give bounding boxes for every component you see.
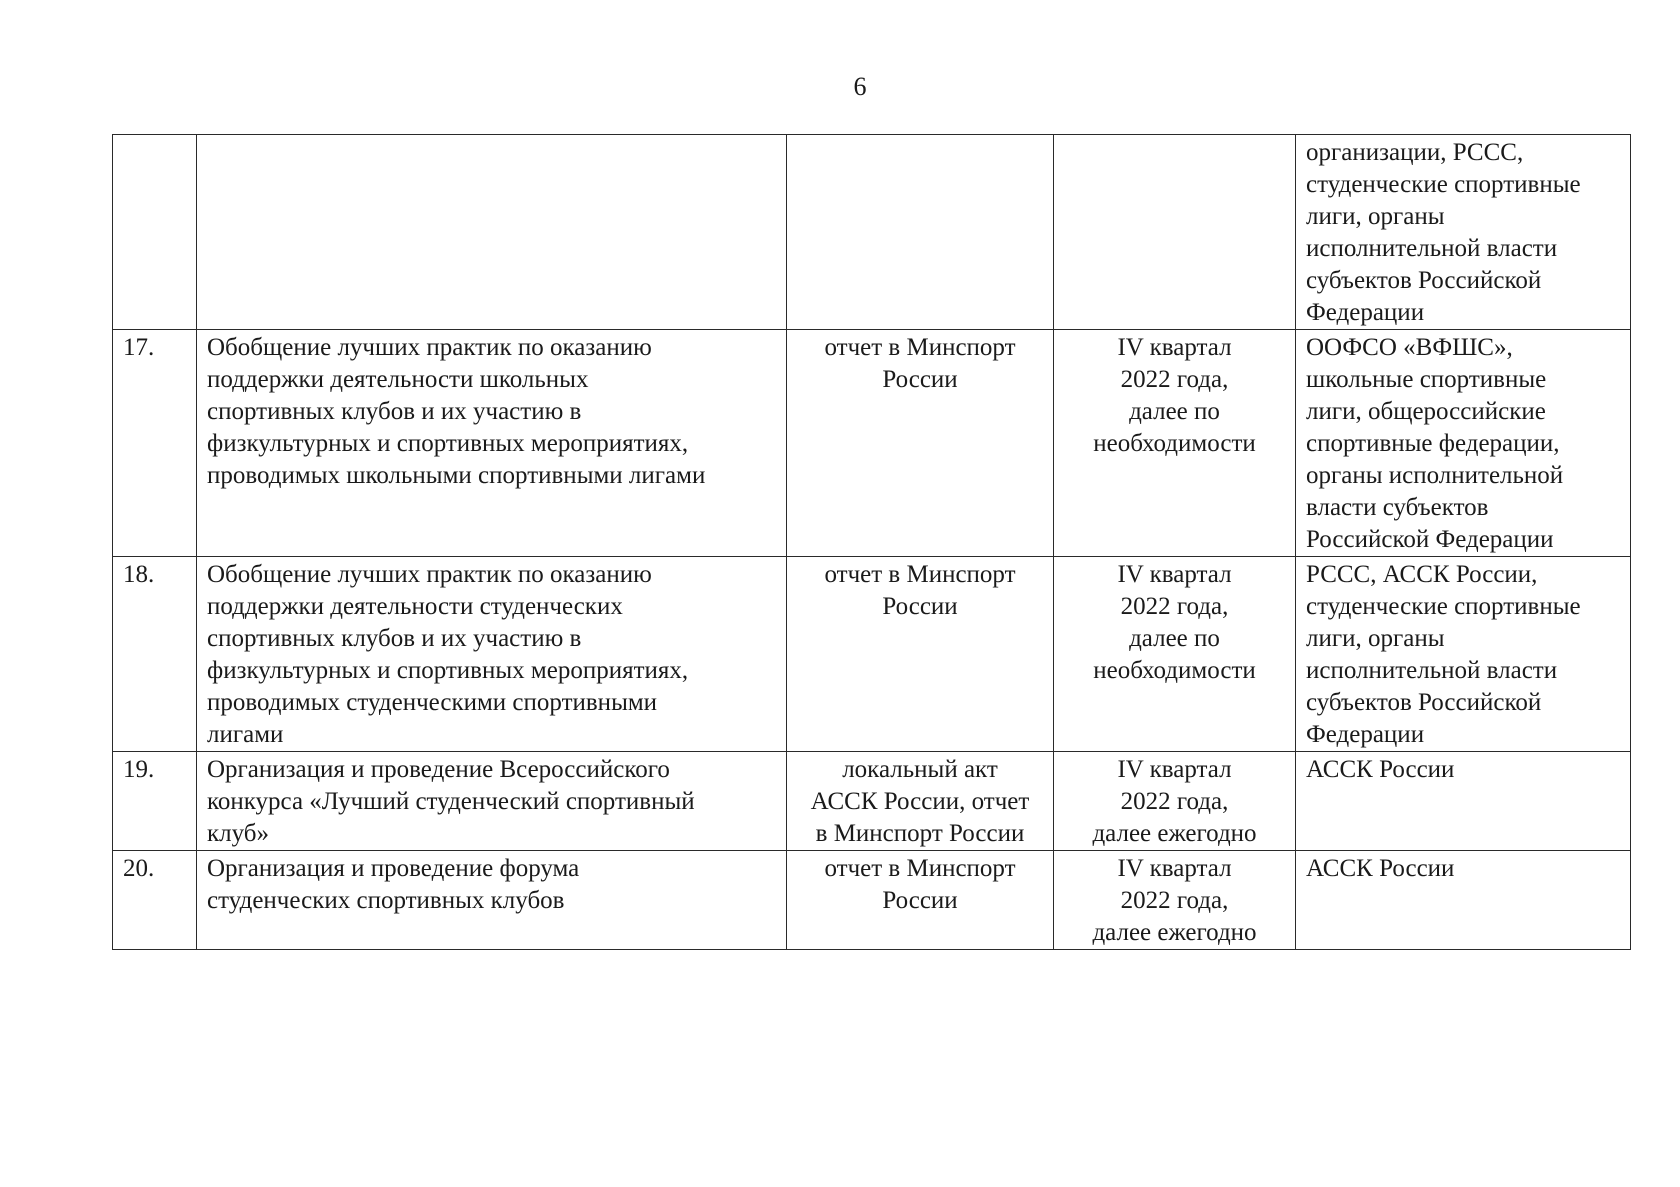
deadline-cell	[1054, 330, 1296, 557]
row-number-cell	[113, 851, 197, 950]
responsible-cell	[1296, 851, 1631, 950]
cell-text-line: АССК России	[1306, 855, 1455, 882]
cell-text-line: 2022 года,	[1120, 366, 1229, 393]
cell-text-line: Российской Федерации	[1306, 526, 1554, 553]
cell-text-line: студенческие спортивные	[1306, 593, 1581, 620]
page-number: 6	[853, 72, 867, 101]
cell-text-line: Организация и проведение Всероссийского	[207, 756, 670, 783]
table-row	[113, 330, 1631, 557]
responsible-cell	[1296, 557, 1631, 752]
result-type-cell	[787, 135, 1054, 330]
cell-text-line: далее ежегодно	[1092, 820, 1257, 847]
deadline-cell	[1054, 135, 1296, 330]
cell-text-line: лигами	[207, 721, 284, 748]
cell-text-line: 2022 года,	[1120, 593, 1229, 620]
row-number-cell	[113, 330, 197, 557]
cell-text-line: власти субъектов	[1306, 494, 1489, 521]
cell-text-line: проводимых школьными спортивными лигами	[207, 462, 706, 489]
cell-text-line: клуб»	[207, 820, 270, 847]
deadline-cell	[1054, 557, 1296, 752]
cell-text-line: далее по	[1129, 625, 1220, 652]
cell-text-line: спортивных клубов и их участию в	[207, 398, 582, 425]
result-type-cell	[787, 752, 1054, 851]
cell-text-line: России	[882, 366, 958, 393]
cell-text-line: исполнительной власти	[1306, 235, 1558, 262]
cell-text-line: 2022 года,	[1120, 788, 1229, 815]
cell-text-line: спортивные федерации,	[1306, 430, 1560, 457]
activity-name-cell	[197, 851, 787, 950]
cell-text-line: школьные спортивные	[1306, 366, 1547, 393]
cell-text-line: IV квартал	[1117, 855, 1232, 882]
table-row	[113, 557, 1631, 752]
cell-text-line: ООФСО «ВФШС»,	[1306, 334, 1513, 361]
cell-text-line: Федерации	[1306, 721, 1425, 748]
cell-text-line: лиги, органы	[1306, 203, 1445, 230]
cell-text-line: студенческих спортивных клубов	[207, 887, 565, 914]
cell-text-line: субъектов Российской	[1306, 689, 1542, 716]
plan-table	[112, 134, 1631, 950]
result-type-cell	[787, 330, 1054, 557]
deadline-cell	[1054, 851, 1296, 950]
table-row	[113, 851, 1631, 950]
cell-text-line: органы исполнительной	[1306, 462, 1564, 489]
cell-text-line: поддержки деятельности школьных	[207, 366, 589, 393]
cell-text-line: физкультурных и спортивных мероприятиях,	[207, 430, 689, 457]
cell-text-line: IV квартал	[1117, 756, 1232, 783]
cell-text-line: физкультурных и спортивных мероприятиях,	[207, 657, 689, 684]
cell-text-line: России	[882, 887, 958, 914]
cell-text-line: поддержки деятельности студенческих	[207, 593, 623, 620]
table-row	[113, 752, 1631, 851]
cell-text-line: лиги, общероссийские	[1306, 398, 1546, 425]
table-row	[113, 135, 1631, 330]
cell-text-line: России	[882, 593, 958, 620]
responsible-cell	[1296, 752, 1631, 851]
row-number: 18.	[123, 561, 155, 588]
activity-name-cell	[197, 135, 787, 330]
cell-text-line: отчет в Минспорт	[824, 334, 1016, 361]
responsible-cell	[1296, 330, 1631, 557]
row-number: 19.	[123, 756, 155, 783]
cell-text-line: далее ежегодно	[1092, 919, 1257, 946]
cell-text-line: студенческие спортивные	[1306, 171, 1581, 198]
row-number-cell	[113, 135, 197, 330]
activity-name-cell	[197, 557, 787, 752]
cell-text-line: локальный акт	[842, 756, 998, 783]
cell-text-line: Обобщение лучших практик по оказанию	[207, 334, 652, 361]
cell-text-line: Обобщение лучших практик по оказанию	[207, 561, 652, 588]
cell-text-line: Федерации	[1306, 299, 1425, 326]
cell-text-line: необходимости	[1093, 657, 1256, 684]
cell-text-line: конкурса «Лучший студенческий спортивный	[207, 788, 695, 815]
cell-text-line: исполнительной власти	[1306, 657, 1558, 684]
cell-text-line: РССС, АССК России,	[1306, 561, 1538, 588]
cell-text-line: лиги, органы	[1306, 625, 1445, 652]
cell-text-line: необходимости	[1093, 430, 1256, 457]
row-number: 17.	[123, 334, 155, 361]
cell-text-line: субъектов Российской	[1306, 267, 1542, 294]
cell-text-line: далее по	[1129, 398, 1220, 425]
activity-name-cell	[197, 752, 787, 851]
cell-text-line: Организация и проведение форума	[207, 855, 580, 882]
result-type-cell	[787, 557, 1054, 752]
responsible-cell	[1296, 135, 1631, 330]
deadline-cell	[1054, 752, 1296, 851]
result-type-cell	[787, 851, 1054, 950]
cell-text-line: отчет в Минспорт	[824, 855, 1016, 882]
cell-text-line: организации, РССС,	[1306, 139, 1524, 166]
row-number-cell	[113, 557, 197, 752]
cell-text-line: в Минспорт России	[815, 820, 1025, 847]
cell-text-line: IV квартал	[1117, 561, 1232, 588]
cell-text-line: 2022 года,	[1120, 887, 1229, 914]
row-number-cell	[113, 752, 197, 851]
cell-text-line: АССК России, отчет	[810, 788, 1030, 815]
cell-text-line: IV квартал	[1117, 334, 1232, 361]
cell-text-line: проводимых студенческими спортивными	[207, 689, 658, 716]
activity-name-cell	[197, 330, 787, 557]
cell-text-line: спортивных клубов и их участию в	[207, 625, 582, 652]
table-body	[113, 135, 1631, 950]
cell-text-line: АССК России	[1306, 756, 1455, 783]
row-number: 20.	[123, 855, 155, 882]
cell-text-line: отчет в Минспорт	[824, 561, 1016, 588]
